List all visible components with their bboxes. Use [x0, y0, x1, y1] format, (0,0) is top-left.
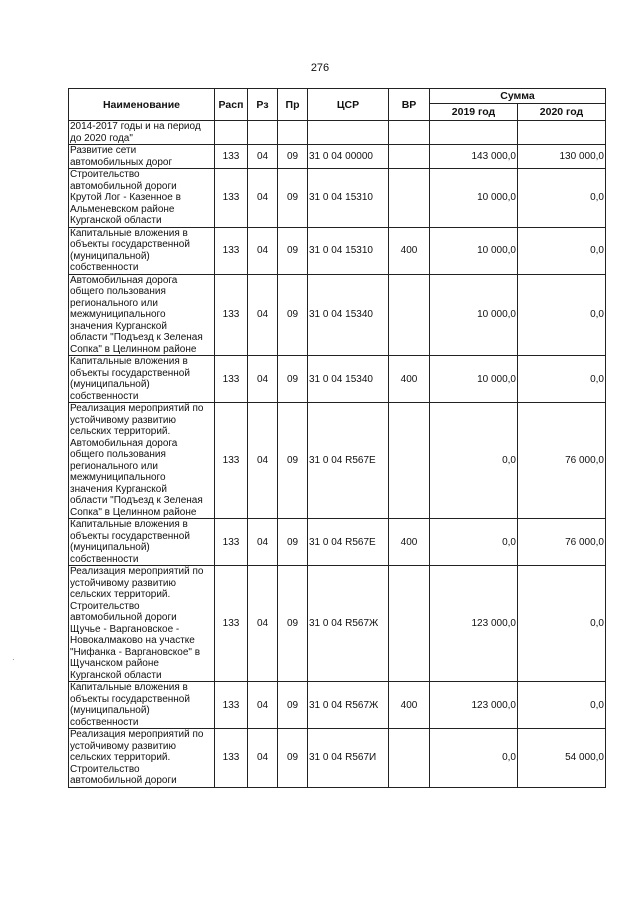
cell-y2019: 0,0 [430, 519, 518, 566]
cell-y2020: 0,0 [518, 682, 606, 729]
cell-name: Капитальные вложения в объекты государственной (муниципальной) собственности [69, 682, 215, 729]
cell-y2019: 123 000,0 [430, 682, 518, 729]
cell-y2020: 76 000,0 [518, 403, 606, 519]
table-row [69, 519, 606, 566]
cell-pr: 09 [278, 145, 308, 169]
cell-pr [278, 121, 308, 145]
cell-pr: 09 [278, 403, 308, 519]
cell-name: Строительство автомобильной дороги Крутой Лог - Казенное в Альменевском районе Курганской области [69, 169, 215, 228]
cell-y2020: 76 000,0 [518, 519, 606, 566]
page-number: 276 [310, 62, 330, 74]
cell-rz: 04 [248, 519, 278, 566]
header-2019: 2019 год [430, 104, 518, 121]
cell-rz: 04 [248, 403, 278, 519]
cell-y2019: 123 000,0 [430, 566, 518, 682]
cell-csr: 31 0 04 15340 [308, 274, 389, 356]
table-row [69, 566, 606, 682]
cell-csr: 31 0 04 R567Ж [308, 566, 389, 682]
cell-name: Реализация мероприятий по устойчивому развитию сельских территорий. Строительство автомобильной дороги Щучье - Варгановское - Новокалмаково на участке "Нифанка - Варгановское" в Щучанском районе Курганской области [69, 566, 215, 682]
cell-csr: 31 0 04 15310 [308, 227, 389, 274]
cell-rz: 04 [248, 729, 278, 788]
table-row [69, 403, 606, 519]
header-rz: Рз [248, 89, 278, 121]
header-vr: ВР [389, 89, 430, 121]
cell-vr: 400 [389, 356, 430, 403]
cell-csr [308, 121, 389, 145]
cell-csr: 31 0 04 15340 [308, 356, 389, 403]
table-row [69, 729, 606, 788]
cell-pr: 09 [278, 274, 308, 356]
cell-csr: 31 0 04 R567И [308, 729, 389, 788]
cell-vr [389, 274, 430, 356]
cell-rz: 04 [248, 566, 278, 682]
cell-rz: 04 [248, 274, 278, 356]
cell-csr: 31 0 04 R567Ж [308, 682, 389, 729]
cell-y2020 [518, 121, 606, 145]
cell-rasp: 133 [215, 566, 248, 682]
cell-y2019: 10 000,0 [430, 356, 518, 403]
cell-csr: 31 0 04 R567Е [308, 403, 389, 519]
cell-vr [389, 566, 430, 682]
cell-rasp: 133 [215, 274, 248, 356]
table-row [69, 169, 606, 228]
cell-rz: 04 [248, 356, 278, 403]
cell-y2019: 10 000,0 [430, 169, 518, 228]
cell-y2020: 130 000,0 [518, 145, 606, 169]
cell-y2019 [430, 121, 518, 145]
cell-pr: 09 [278, 227, 308, 274]
cell-rz: 04 [248, 145, 278, 169]
cell-name: Реализация мероприятий по устойчивому развитию сельских территорий. Автомобильная дорога общего пользования регионального или межмуниципального значения Курганской области "Подъезд к Зеленая Сопка" в Целинном районе [69, 403, 215, 519]
cell-csr: 31 0 04 15310 [308, 169, 389, 228]
cell-vr: 400 [389, 227, 430, 274]
header-csr: ЦСР [308, 89, 389, 121]
cell-name: Развитие сети автомобильных дорог [69, 145, 215, 169]
cell-rz: 04 [248, 169, 278, 228]
cell-rz: 04 [248, 227, 278, 274]
cell-rasp: 133 [215, 729, 248, 788]
cell-rasp: 133 [215, 145, 248, 169]
cell-rasp [215, 121, 248, 145]
cell-y2020: 0,0 [518, 169, 606, 228]
table-row [69, 227, 606, 274]
table-row [69, 274, 606, 356]
table-row [69, 121, 606, 145]
cell-rasp: 133 [215, 356, 248, 403]
cell-y2020: 0,0 [518, 566, 606, 682]
cell-y2020: 0,0 [518, 274, 606, 356]
margin-mark: · [12, 655, 15, 664]
cell-vr [389, 729, 430, 788]
cell-pr: 09 [278, 729, 308, 788]
cell-rasp: 133 [215, 169, 248, 228]
cell-vr: 400 [389, 682, 430, 729]
cell-name: Капитальные вложения в объекты государственной (муниципальной) собственности [69, 519, 215, 566]
cell-y2020: 0,0 [518, 227, 606, 274]
cell-name: Капитальные вложения в объекты государственной (муниципальной) собственности [69, 227, 215, 274]
cell-y2020: 0,0 [518, 356, 606, 403]
cell-y2019: 0,0 [430, 729, 518, 788]
cell-rasp: 133 [215, 403, 248, 519]
cell-csr: 31 0 04 R567Е [308, 519, 389, 566]
cell-name: 2014-2017 годы и на период до 2020 года" [69, 121, 215, 145]
cell-vr [389, 121, 430, 145]
header-sum: Сумма [430, 89, 606, 104]
cell-y2019: 0,0 [430, 403, 518, 519]
cell-pr: 09 [278, 682, 308, 729]
cell-name: Реализация мероприятий по устойчивому развитию сельских территорий. Строительство автомобильной дороги [69, 729, 215, 788]
cell-rasp: 133 [215, 682, 248, 729]
cell-rz: 04 [248, 682, 278, 729]
cell-vr [389, 145, 430, 169]
table-row [69, 356, 606, 403]
budget-table [68, 88, 606, 788]
cell-rasp: 133 [215, 227, 248, 274]
cell-vr: 400 [389, 519, 430, 566]
cell-y2020: 54 000,0 [518, 729, 606, 788]
header-row [69, 89, 606, 104]
cell-pr: 09 [278, 519, 308, 566]
header-name: Наименование [69, 89, 215, 121]
table-body [69, 121, 606, 788]
header-pr: Пр [278, 89, 308, 121]
cell-rz [248, 121, 278, 145]
header-rasp: Расп [215, 89, 248, 121]
cell-vr [389, 403, 430, 519]
cell-pr: 09 [278, 169, 308, 228]
cell-name: Автомобильная дорога общего пользования регионального или межмуниципального значения Курганской области "Подъезд к Зеленая Сопка" в Целинном районе [69, 274, 215, 356]
cell-name: Капитальные вложения в объекты государственной (муниципальной) собственности [69, 356, 215, 403]
table-row [69, 682, 606, 729]
cell-y2019: 143 000,0 [430, 145, 518, 169]
cell-rasp: 133 [215, 519, 248, 566]
cell-pr: 09 [278, 356, 308, 403]
cell-y2019: 10 000,0 [430, 227, 518, 274]
cell-y2019: 10 000,0 [430, 274, 518, 356]
cell-pr: 09 [278, 566, 308, 682]
header-2020: 2020 год [518, 104, 606, 121]
table-row [69, 145, 606, 169]
cell-vr [389, 169, 430, 228]
cell-csr: 31 0 04 00000 [308, 145, 389, 169]
